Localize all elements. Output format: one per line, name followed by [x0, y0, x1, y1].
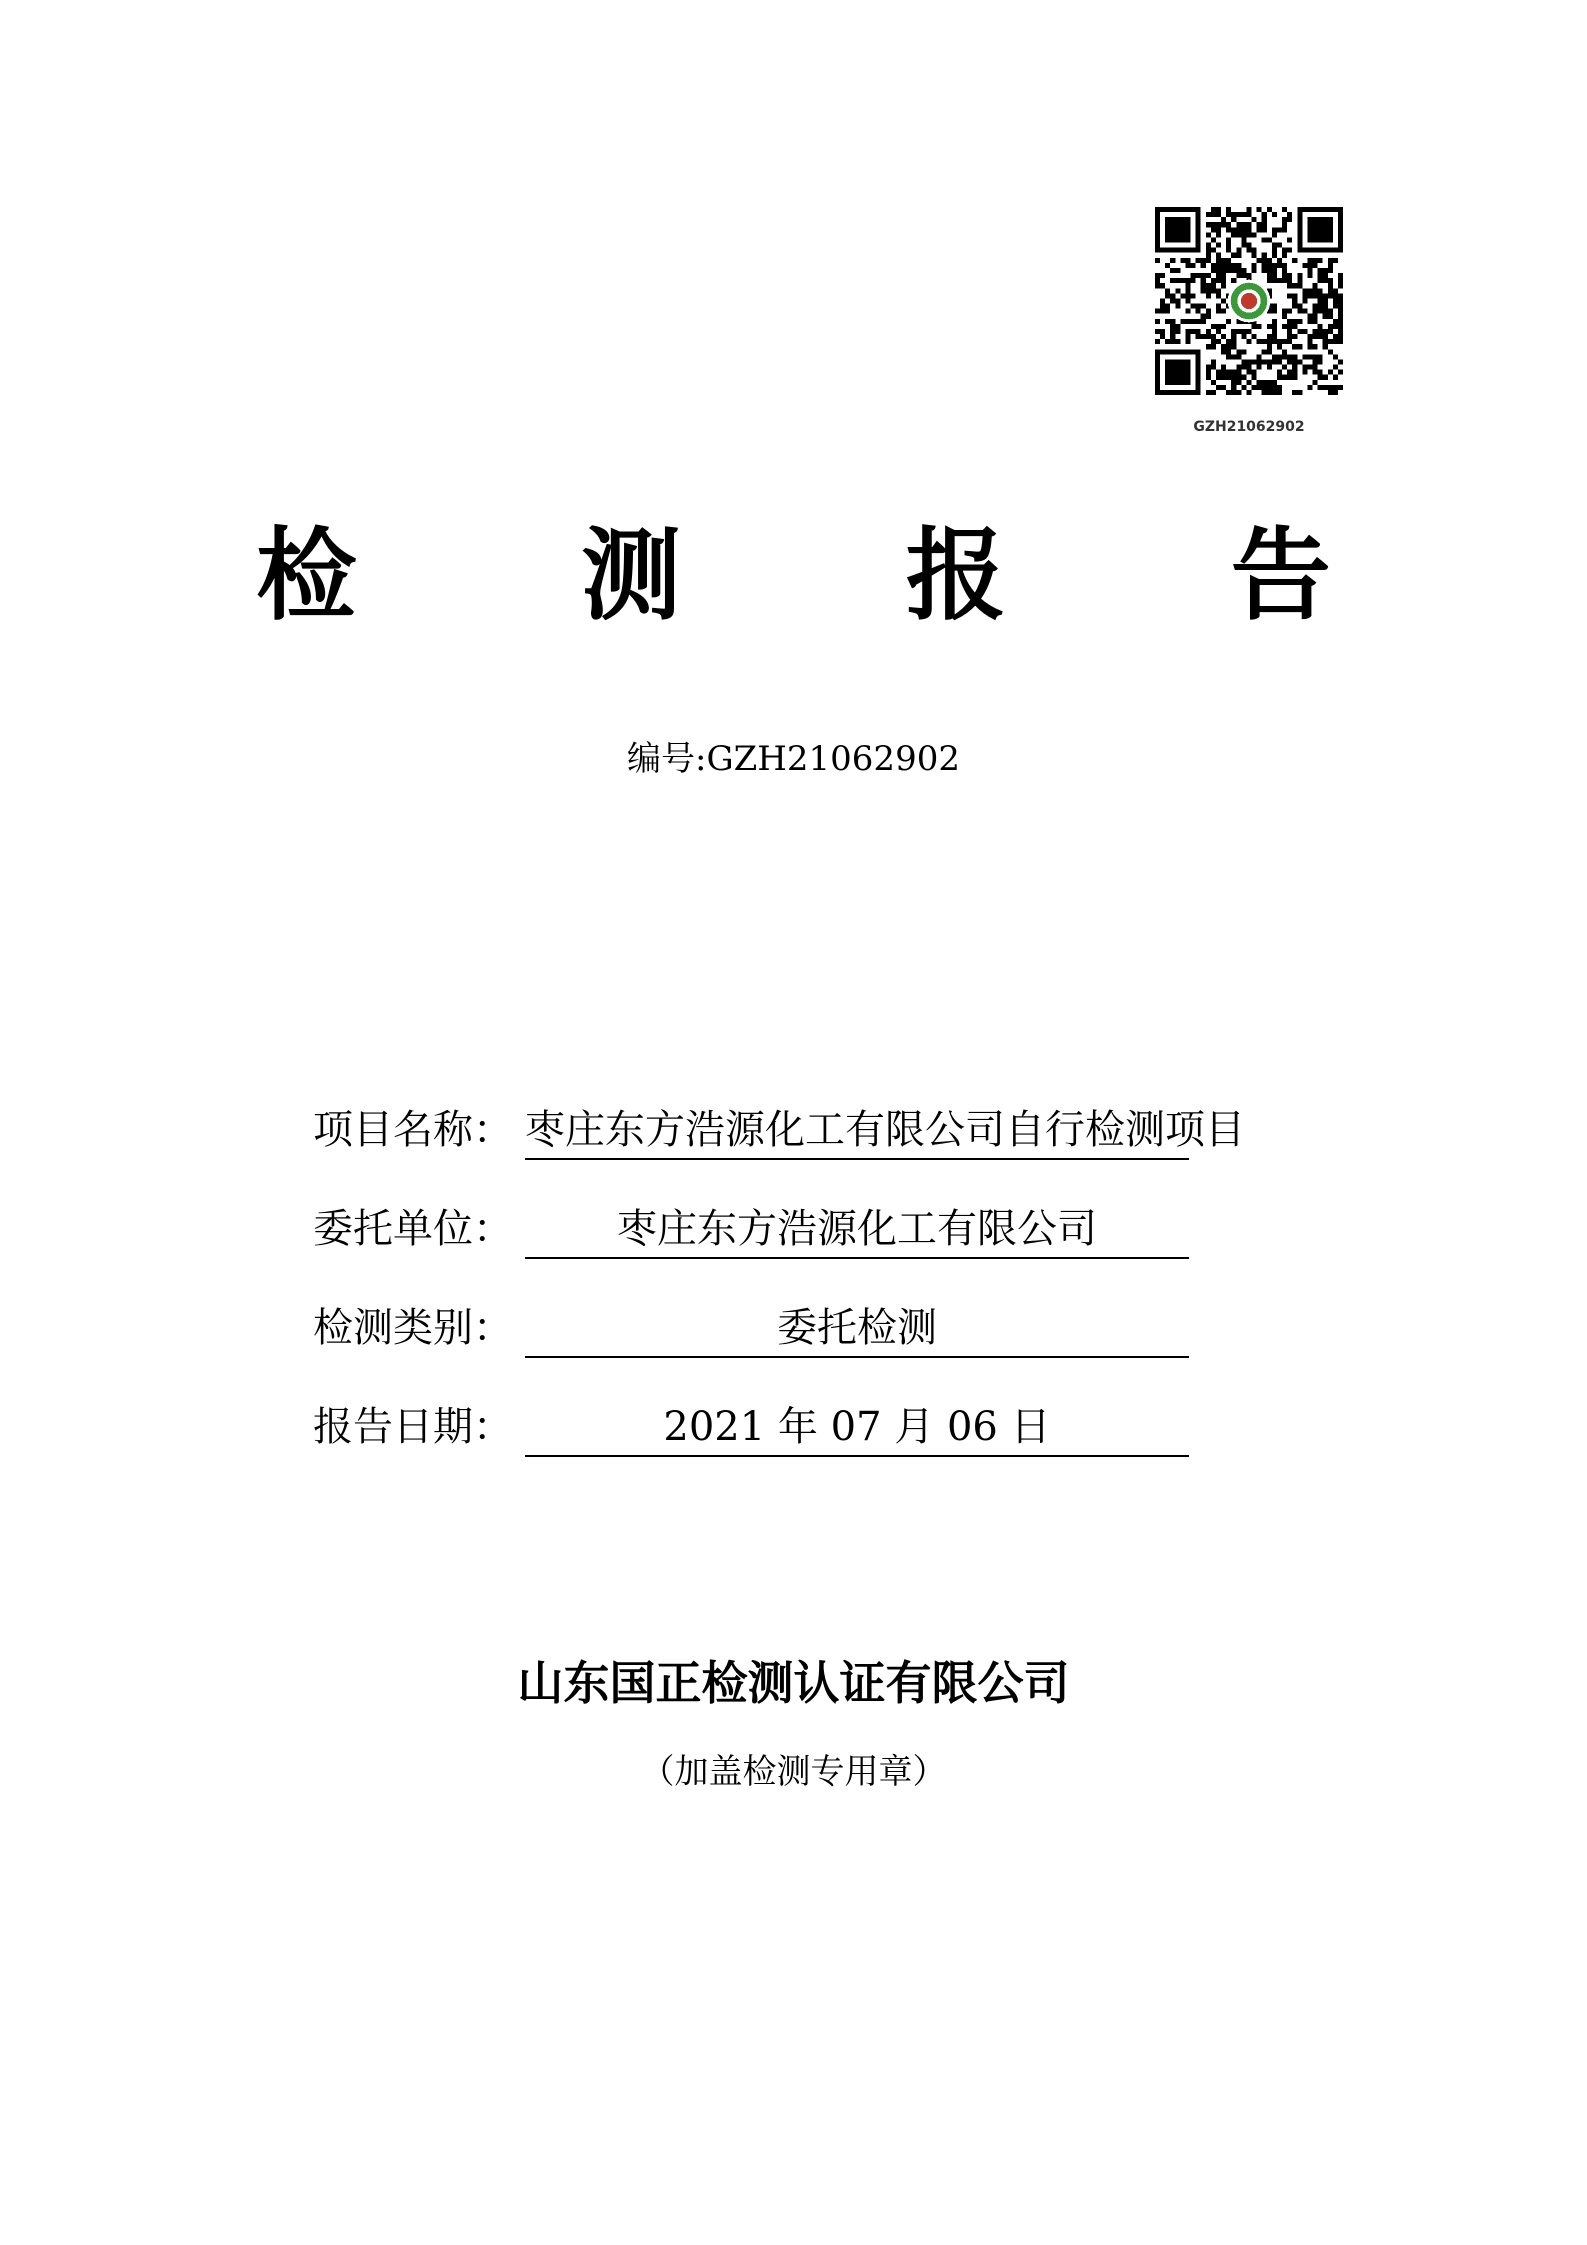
- test-type-label: 检测类别：: [313, 1305, 513, 1351]
- report-number: 编号:GZH21062902: [627, 739, 960, 779]
- test-type-row: [313, 1298, 1313, 1358]
- document-title: 检 测 报 告: [256, 516, 1426, 634]
- report-date-value: 2021 年 07 月 06 日: [525, 1397, 1189, 1457]
- client-row: [313, 1199, 1313, 1259]
- client-label: 委托单位：: [313, 1206, 513, 1252]
- client-value: 枣庄东方浩源化工有限公司: [525, 1199, 1189, 1259]
- project-name-row: [313, 1100, 1313, 1160]
- report-date-row: [313, 1397, 1313, 1457]
- qr-code-icon: [1155, 207, 1343, 395]
- qr-id-text: GZH21062902: [1193, 419, 1305, 435]
- project-name-label: 项目名称：: [313, 1107, 513, 1153]
- company-name: 山东国正检测认证有限公司: [517, 1656, 1070, 1710]
- seal-note: （加盖检测专用章）: [640, 1752, 947, 1792]
- report-date-label: 报告日期：: [313, 1404, 513, 1450]
- project-name-value: 枣庄东方浩源化工有限公司自行检测项目: [525, 1100, 1189, 1160]
- test-type-value: 委托检测: [525, 1298, 1189, 1358]
